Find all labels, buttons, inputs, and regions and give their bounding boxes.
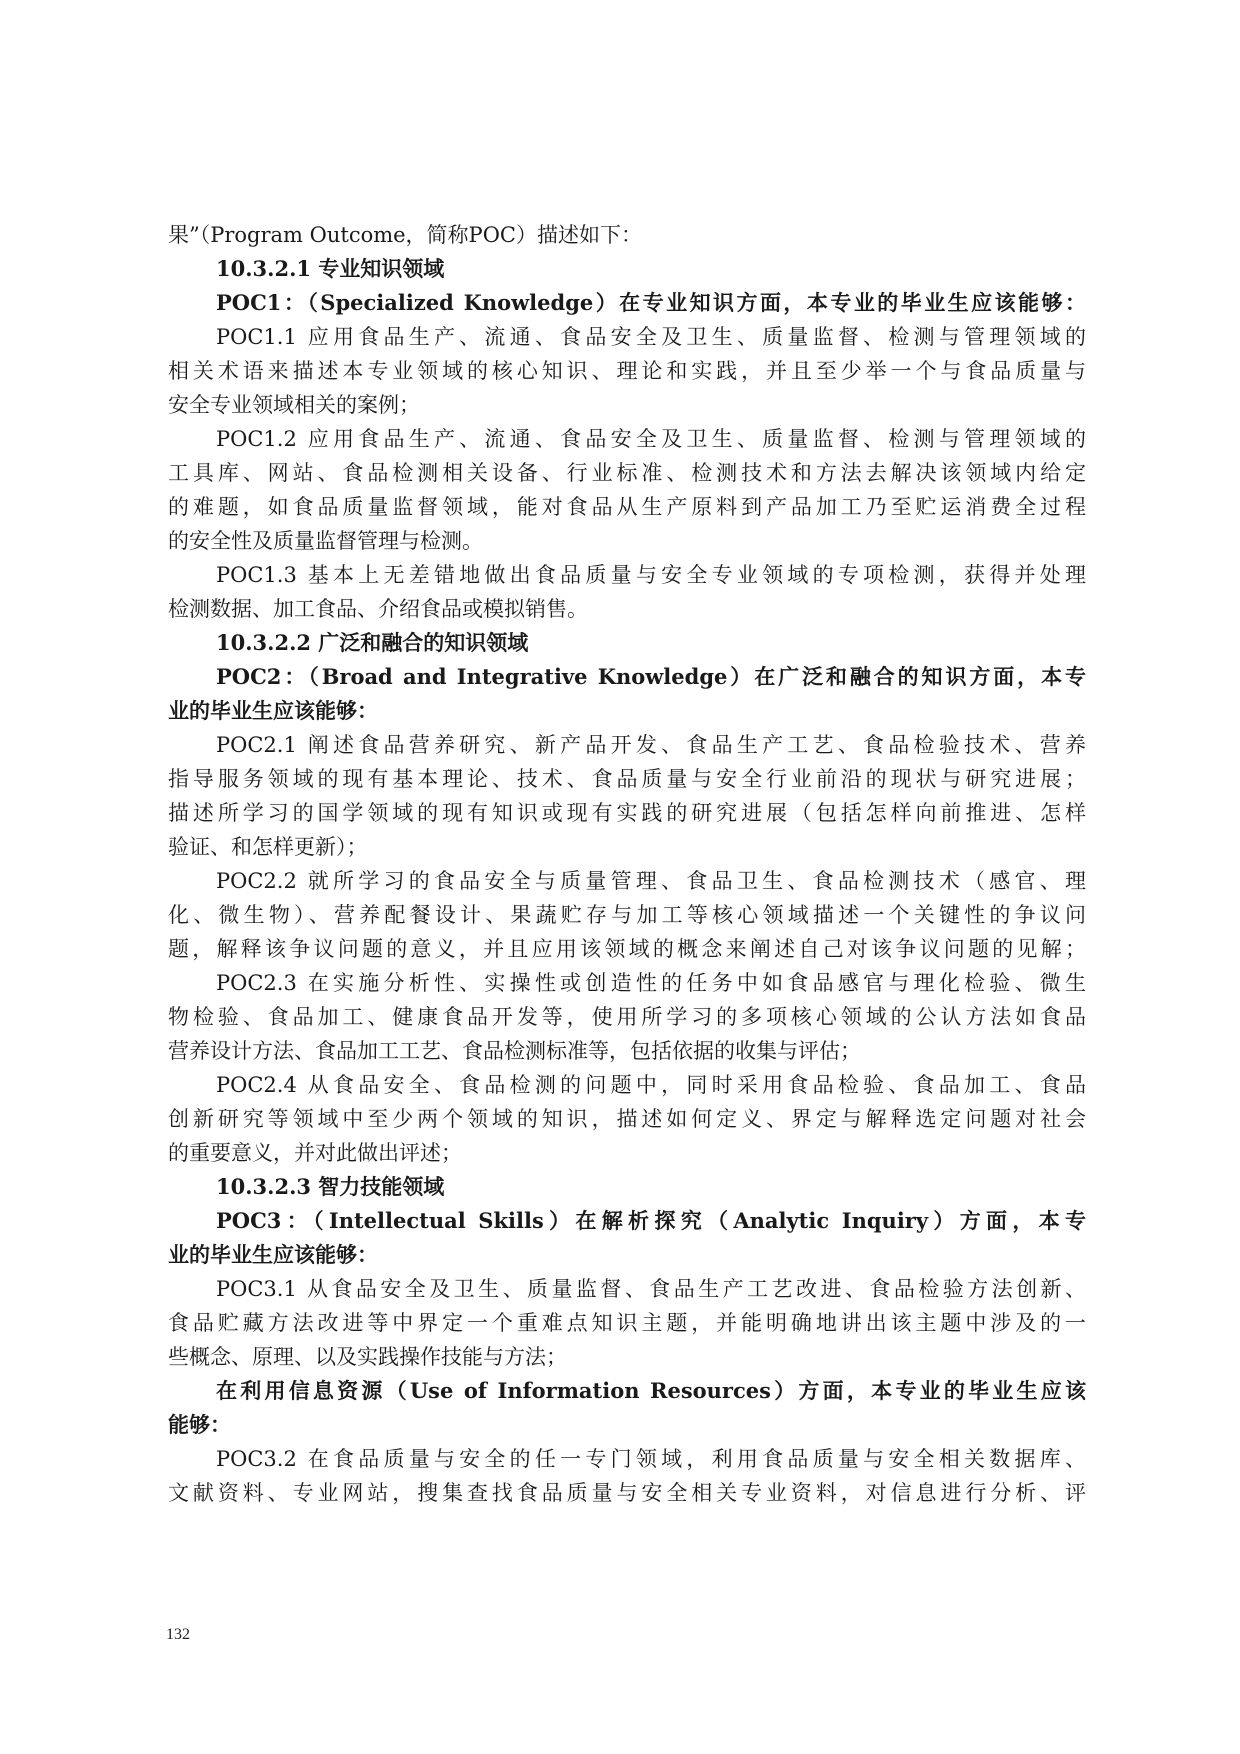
heading-line: 10.3.2.2 广泛和融合的知识领域: [216, 630, 529, 655]
text-line: 创新研究等领域中至少两个领域的知识，描述如何定义、界定与解释选定问题对社会: [168, 1107, 1086, 1131]
text-line: 相关术语来描述本专业领域的核心知识、理论和实践，并且至少举一个与食品质量与: [168, 359, 1086, 383]
document-body: [168, 218, 1086, 1510]
text-line: 些概念、原理、以及实践操作技能与方法；: [168, 1345, 567, 1369]
text-line: 的安全性及质量监督管理与检测。: [168, 529, 483, 553]
heading-line: 业的毕业生应该能够：: [168, 698, 378, 723]
page-number: 132: [166, 1626, 190, 1643]
text-line: 物检验、食品加工、健康食品开发等，使用所学习的多项核心领域的公认方法如食品: [168, 1005, 1086, 1029]
heading-line: 在利用信息资源（Use of Information Resources）方面，本专业的毕业生应该: [216, 1378, 1086, 1403]
heading-line: 业的毕业生应该能够：: [168, 1242, 378, 1267]
text-line: 检测数据、加工食品、介绍食品或模拟销售。: [168, 597, 588, 621]
heading-line: POC1：（Specialized Knowledge）在专业知识方面，本专业的毕业生应该能够：: [216, 290, 1086, 315]
text-line: 安全专业领域相关的案例；: [168, 393, 420, 417]
heading-line: POC2：（Broad and Integrative Knowledge）在广泛和融合的知识方面，本专: [216, 664, 1086, 689]
text-line: 的重要意义，并对此做出评述；: [168, 1141, 462, 1165]
heading-line: POC3：（Intellectual Skills）在解析探究（Analytic Inquiry）方面，本专: [216, 1208, 1086, 1233]
text-line: 指导服务领域的现有基本理论、技术、食品质量与安全行业前沿的现状与研究进展；: [168, 767, 1086, 791]
text-line: 文献资料、专业网站，搜集查找食品质量与安全相关专业资料，对信息进行分析、评: [168, 1481, 1086, 1505]
text-line: 的难题，如食品质量监督领域，能对食品从生产原料到产品加工乃至贮运消费全过程: [168, 495, 1086, 519]
text-line: 果”（Program Outcome，简称POC）描述如下：: [168, 223, 642, 247]
text-line: POC2.4 从食品安全、食品检测的问题中，同时采用食品检验、食品加工、食品: [216, 1073, 1086, 1097]
text-line: 食品贮藏方法改进等中界定一个重难点知识主题，并能明确地讲出该主题中涉及的一: [168, 1311, 1086, 1335]
text-line: 化、微生物）、营养配餐设计、果蔬贮存与加工等核心领域描述一个关键性的争议问: [168, 903, 1086, 927]
text-line: POC1.3 基本上无差错地做出食品质量与安全专业领域的专项检测，获得并处理: [216, 563, 1086, 587]
text-line: 题，解释该争议问题的意义，并且应用该领域的概念来阐述自己对该争议问题的见解；: [168, 937, 1086, 961]
text-line: POC2.2 就所学习的食品安全与质量管理、食品卫生、食品检测技术（感官、理: [216, 869, 1086, 893]
heading-line: 能够：: [168, 1412, 231, 1437]
text-line: POC2.3 在实施分析性、实操性或创造性的任务中如食品感官与理化检验、微生: [216, 971, 1086, 995]
text-line: POC1.2 应用食品生产、流通、食品安全及卫生、质量监督、检测与管理领域的: [216, 427, 1086, 451]
text-line: 验证、和怎样更新）；: [168, 835, 368, 859]
text-line: POC1.1 应用食品生产、流通、食品安全及卫生、质量监督、检测与管理领域的: [216, 325, 1086, 349]
heading-line: 10.3.2.3 智力技能领域: [216, 1174, 445, 1199]
heading-line: 10.3.2.1 专业知识领域: [216, 256, 445, 281]
text-line: 营养设计方法、食品加工工艺、食品检测标准等，包括依据的收集与评估；: [168, 1039, 861, 1063]
text-line: POC3.2 在食品质量与安全的任一专门领域，利用食品质量与安全相关数据库、: [216, 1447, 1086, 1471]
text-line: POC3.1 从食品安全及卫生、质量监督、食品生产工艺改进、食品检验方法创新、: [216, 1277, 1086, 1301]
text-line: 描述所学习的国学领域的现有知识或现有实践的研究进展（包括怎样向前推进、怎样: [168, 801, 1086, 825]
text-line: POC2.1 阐述食品营养研究、新产品开发、食品生产工艺、食品检验技术、营养: [216, 733, 1086, 757]
text-line: 工具库、网站、食品检测相关设备、行业标准、检测技术和方法去解决该领域内给定: [168, 461, 1086, 485]
